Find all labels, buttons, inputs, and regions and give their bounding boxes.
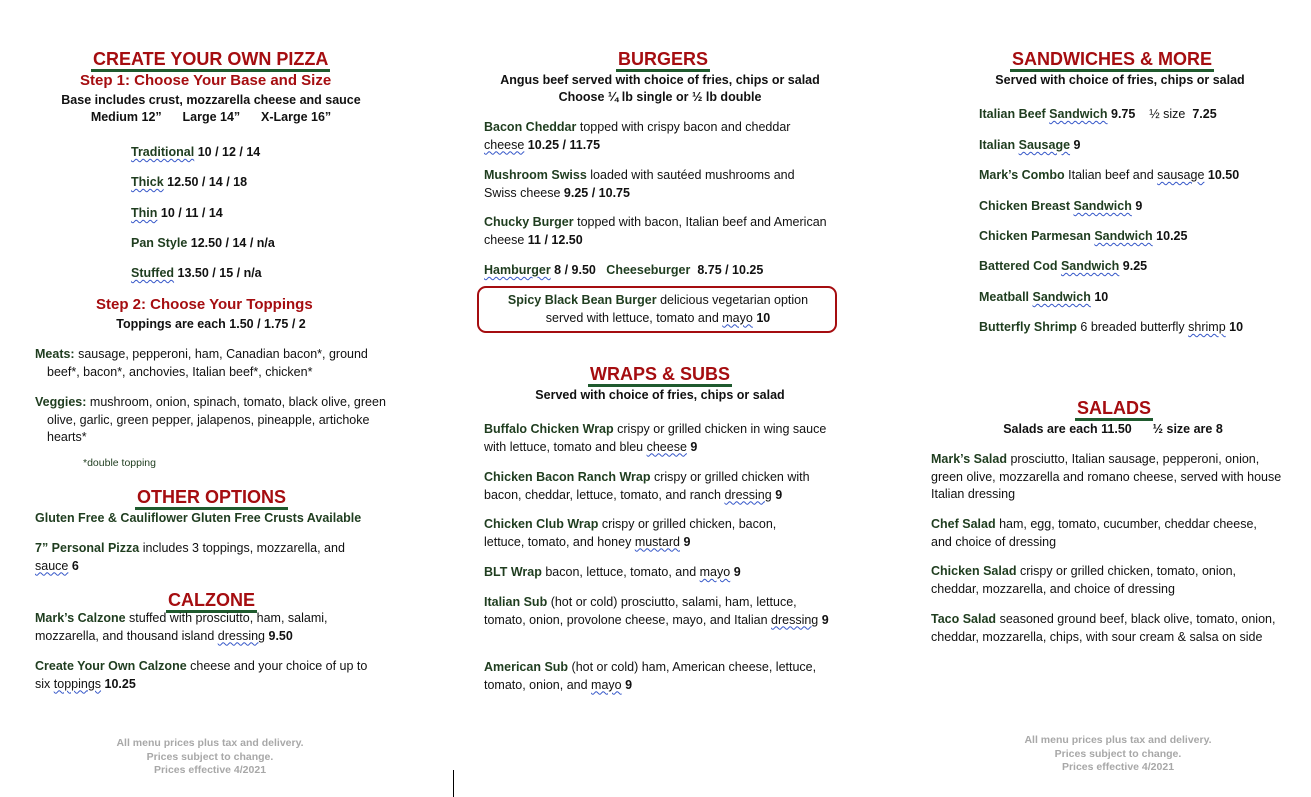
page-divider	[453, 770, 454, 797]
footer-left-line-1: All menu prices plus tax and delivery.	[116, 737, 304, 749]
gluten-free-line: Gluten Free & Cauliflower Gluten Free Crusts Available	[35, 511, 362, 525]
burger-mushroom-swiss: Mushroom Swiss loaded with sautéed mushrooms and Swiss cheese 9.25 / 10.75	[484, 168, 795, 200]
burgers-title: BURGERS	[616, 50, 710, 72]
crust-thick: Thick 12.50 / 14 / 18	[131, 175, 248, 189]
calzone-title: CALZONE	[166, 591, 257, 613]
crust-thin: Thin 10 / 11 / 14	[131, 206, 223, 220]
footer-left-line-3: Prices effective 4/2021	[153, 764, 267, 776]
salad-marks: Mark’s Salad prosciutto, Italian sausage, pepperoni, onion, green olive, mozzarella and romano cheese, served with house Italian dressing	[931, 452, 1282, 501]
sandwich-italian-sausage: Italian Sausage 9	[979, 138, 1081, 152]
hamburger-cheeseburger: Hamburger 8 / 9.50 Cheeseburger 8.75 / 10.25	[484, 263, 764, 277]
footer-left	[90, 737, 330, 778]
salad-chicken: Chicken Salad crispy or grilled chicken, tomato, onion, cheddar, mozzarella, and choice of dressing	[931, 564, 1237, 596]
sub-american: American Sub (hot or cold) ham, American cheese, lettuce, tomato, onion, and mayo 9	[484, 660, 817, 692]
sandwich-battered-cod: Battered Cod Sandwich 9.25	[979, 259, 1148, 273]
burger-bacon-cheddar: Bacon Cheddar topped with crispy bacon and cheddar cheese 10.25 / 11.75	[484, 120, 791, 152]
wrap-chicken-club: Chicken Club Wrap crispy or grilled chicken, bacon, lettuce, tomato, and honey mustard 9	[484, 517, 777, 549]
sandwich-italian-beef: Italian Beef Sandwich 9.75 ½ size 7.25	[979, 107, 1217, 121]
sub-italian: Italian Sub (hot or cold) prosciutto, salami, ham, lettuce, tomato, onion, provolone cheese, mayo, and Italian dressing 9	[484, 595, 829, 627]
spicy-black-bean-burger: Spicy Black Bean Burger delicious vegetarian option served with lettuce, tomato and mayo 10	[507, 293, 809, 325]
footer-right-line-3: Prices effective 4/2021	[1061, 761, 1175, 773]
sandwiches-sub: Served with choice of fries, chips or salad	[995, 73, 1245, 87]
sandwich-marks-combo: Mark’s Combo Italian beef and sausage 10.50	[979, 168, 1240, 182]
salad-chef: Chef Salad ham, egg, tomato, cucumber, cheddar cheese, and choice of dressing	[931, 517, 1257, 549]
wrap-chicken-bacon-ranch: Chicken Bacon Ranch Wrap crispy or grilled chicken with bacon, cheddar, lettuce, tomato, and ranch dressing 9	[484, 470, 810, 502]
crust-stuffed: Stuffed 13.50 / 15 / n/a	[131, 266, 262, 280]
step1-heading: Step 1: Choose Your Base and Size	[80, 72, 332, 89]
burgers-sub1: Angus beef served with choice of fries, chips or salad	[500, 73, 820, 87]
salad-taco: Taco Salad seasoned ground beef, black olive, tomato, onion, cheddar, mozzarella, chips, with sour cream & salsa on side	[931, 612, 1276, 644]
wrap-blt: BLT Wrap bacon, lettuce, tomato, and mayo 9	[484, 565, 741, 579]
footer-right-line-1: All menu prices plus tax and delivery.	[1024, 734, 1212, 746]
marks-calzone: Mark’s Calzone stuffed with prosciutto, ham, salami, mozzarella, and thousand island dressing 9.50	[35, 611, 328, 643]
wraps-title: WRAPS & SUBS	[588, 365, 732, 387]
base-line: Base includes crust, mozzarella cheese and sauce	[61, 93, 361, 107]
cyo-calzone: Create Your Own Calzone cheese and your choice of up to six toppings 10.25	[35, 659, 368, 691]
crust-pan-style: Pan Style 12.50 / 14 / n/a	[131, 236, 275, 250]
salads-sub: Salads are each 11.50 ½ size are 8	[1003, 422, 1223, 436]
sandwich-meatball: Meatball Sandwich 10	[979, 290, 1109, 304]
wraps-sub: Served with choice of fries, chips or salad	[535, 388, 785, 402]
double-topping-note: *double topping	[83, 457, 156, 469]
step2-heading: Step 2: Choose Your Toppings	[96, 296, 313, 313]
burgers-sub2: Choose ¼ lb single or ½ lb double	[558, 90, 762, 104]
crust-traditional: Traditional 10 / 12 / 14	[131, 145, 261, 159]
wrap-buffalo-chicken: Buffalo Chicken Wrap crispy or grilled chicken in wing sauce with lettuce, tomato and bleu cheese 9	[484, 422, 827, 454]
footer-right	[998, 734, 1238, 775]
meats-list: Meats: sausage, pepperoni, ham, Canadian bacon*, ground beef*, bacon*, anchovies, Italian beef*, chicken*	[35, 347, 368, 379]
sandwich-butterfly-shrimp: Butterfly Shrimp 6 breaded butterfly shrimp 10	[979, 320, 1244, 334]
sandwich-chicken-breast: Chicken Breast Sandwich 9	[979, 199, 1143, 213]
sandwich-chicken-parmesan: Chicken Parmesan Sandwich 10.25	[979, 229, 1188, 243]
personal-pizza: 7” Personal Pizza includes 3 toppings, mozzarella, and sauce 6	[35, 541, 345, 573]
salads-title: SALADS	[1075, 399, 1153, 421]
pizza-title: CREATE YOUR OWN PIZZA	[91, 50, 330, 72]
toppings-price: Toppings are each 1.50 / 1.75 / 2	[116, 317, 306, 331]
footer-left-line-2: Prices subject to change.	[146, 750, 274, 763]
sandwiches-title: SANDWICHES & MORE	[1010, 50, 1214, 72]
burger-chucky: Chucky Burger topped with bacon, Italian beef and American cheese 11 / 12.50	[484, 215, 827, 247]
other-options-title: OTHER OPTIONS	[135, 488, 288, 510]
sizes-line: Medium 12” Large 14” X-Large 16”	[90, 110, 332, 124]
footer-right-line-2: Prices subject to change.	[1054, 747, 1182, 760]
veggies-list: Veggies: mushroom, onion, spinach, tomato, black olive, green olive, garlic, green pepper, jalapenos, pineapple, artichoke hearts*	[35, 395, 386, 444]
